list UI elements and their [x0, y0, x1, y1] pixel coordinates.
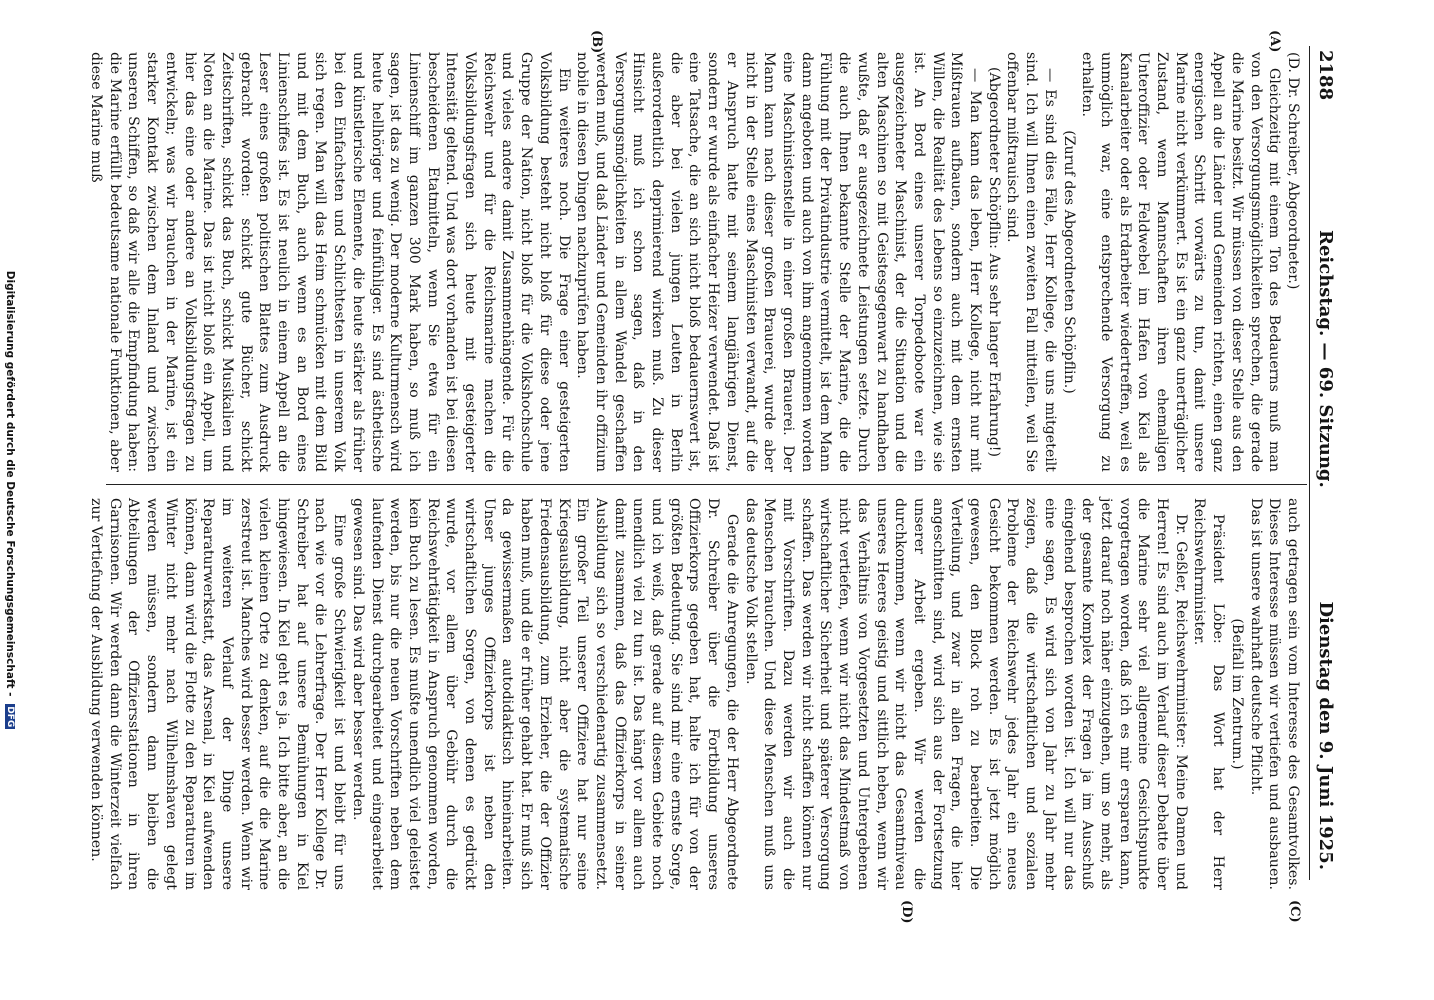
paragraph: auch getragen sein vom Interesse des Gesamtvolkes. Dieses Interesse müssen wir vertiefen und ausbauen. Das ist unsere wahrhaft deutsche Pflicht. [1247, 498, 1301, 890]
paragraph: Gleichzeitig mit einem Ton des Bedauerns muß man von den Versorgungsmöglichkeiten sprechen, die gerade die Marine besitzt. Wir müssen von dieser Stelle aus den Appell an die Länder und Gemeinden richten, einen ganz energischen Schritt vorwärts zu tun, damit unsere Marine nicht verkümmert. Es ist ein ganz unerträglicher Zustand, wenn Mannschaften ihren ehemaligen Unteroffizier oder Feldwebel im Hafen von Kiel als Kanalarbeiter oder als Erdarbeiter wiedertreffen, weil es unmöglich war, eine entsprechende Versorgung zu erhalten. [1079, 52, 1283, 472]
paragraph: Gerade die Anregungen, die der Herr Abgeordnete Dr. Schreiber über die Fortbildung unseres Offizierkorps gegeben hat, halte ich für von der größten Bedeutung. Sie sind mir eine ernste Sorge, und ich weiß, daß gerade auf diesem Gebiete noch unendlich viel zu tun ist. Das hängt vor allem auch damit zusammen, daß das Offizierkorps in seiner Ausbildung sich so verschiedenartig zusammensetzt. Ein großer Teil unserer Offiziere hat nur seine Kriegsausbildung, nicht aber die systematische Friedensausbildung, zum Erzieher, die der Offizier haben muß, und die er früher gehabt hat. Er muß sich da gewissermaßen autodidaktisch hineinarbeiten. Unser junges Offizierkorps ist neben den wirtschaftlichen Sorgen, von denen es gedrückt wurde, vor allem über Gebühr durch die Reichswehrtätigkeit in Anspruch genommen worden, kein Buch zu lesen. Es mußte unendlich viel geleistet werden, bis nur die neuen Vorschriften neben dem laufenden Dienst durchgearbeitet und eingearbeitet gewesen sind. Das wird aber besser werden. [349, 498, 740, 890]
session-title: Reichstag. — 69. Sitzung. [1315, 230, 1336, 488]
column-divider [106, 484, 1307, 485]
interjection: (Abgeordneter Schöpflin: Aus sehr langer Erfahrung!) [985, 66, 1002, 458]
left-column [88, 52, 1302, 472]
dfg-logo: DFG [5, 706, 15, 728]
paragraph: Präsident Löbe: Das Wort hat der Herr Reichswehrminister. [1191, 498, 1227, 890]
paragraph: Ein weiteres noch. Die Frage einer gesteigerten Volksbildung besteht nicht bloß für diese oder jene Gruppe der Nation, nicht bloß für die Volkshochschule und vieles andere damit Zusammenhängende. Für die Reichswehr und für die Reichsmarine machen die Volksbildungsfragen sich heute mit gesteigerter Intensität geltend. Und was dort vorhanden ist bei diesen bescheidenen Etatmitteln, wenn Sie etwa für ein Linienschiff im ganzen 300 Mark haben, so muß ich sagen, ist das zu wenig. Der moderne Kulturmensch wird heute hellhöriger und feinfühliger. Es sind ästhetische und künstlerische Elemente, die heute stärker als früher bei den Einfachsten und Schlichtesten in unserem Volk sich regen. Man will das Heim schmücken mit dem Bild und mit dem Buch, auch wenn es an Bord eines Linienschiffes ist. Es ist neulich in einem Appell an die Leser eines großen politischen Blattes zum Ausdruck gebracht worden: schickt gute Bücher, schickt Zeitschriften, schickt das Buch, schickt Musikalien und Noten an die Marine. Das ist nicht bloß ein Appell, um hier das eine oder andere an Volksbildungsfragen zu entwickeln; was wir brauchen in der Marine, ist ein starker Kontakt zwischen dem Inland und zwischen unseren Schiffen, so daß wir alle die Empfindung haben: die Marine erfüllt bedeutsame nationale Funktionen, aber diese Marine muß [88, 52, 572, 472]
right-column [88, 498, 1302, 890]
margin-marker-a: (A) [1267, 30, 1282, 53]
page-header [1310, 50, 1336, 870]
paragraph: — Man kann das leben, Herr Kollege, nicht nur mit Mißtrauen aufbauen, sondern auch mit dem ernsten Willen, die Realität des Lebens so einzuzeichnen, wie sie ist. An Bord eines unserer Torpedoboote war ein ausgezeichneter Maschinist, der die Situation und die alten Maschinen so mit Geistesgegenwart zu handhaben wußte, daß er ausgezeichnete Leistungen setzte. Durch die auch Ihnen bekannte Stelle der Marine, die die Fühlung mit der Privatindustrie vermittelt, ist dem Mann dann angeboten und auch von ihm angenommen worden eine Maschinistenstelle in einer großen Brauerei. Der Mann kann nach dieser großen Brauerei, wurde aber nicht in der Stelle eines Maschinisten verwandt, auf die er Anspruch hatte mit seinem langjährigen Dienst, sondern er wurde als einfacher Heizer verwendet. Daß ist eine Tatsache, die an sich nicht bloß bedauernswert ist, die aber bei vielen jungen Leuten in Berlin außerordentlich deprimierend wirken muß. Zu dieser Hinsicht muß ich schon sagen, daß in den Versorgungsmöglichkeiten in allem Wandel geschaffen werden muß, und daß Länder und Gemeinden ihr offizium nobile in diesen Dingen nachzuprüfen haben. [574, 52, 984, 472]
header-rule [1309, 46, 1310, 880]
interjection: (Beifall im Zentrum.) [1228, 618, 1245, 770]
digitization-footer [4, 0, 16, 1000]
paragraph: Eine große Schwierigkeit ist und bleibt für uns nach wie vor die Lehrerfrage. Der Herr Kollege Dr. Schreiber hat auf unsere Bemühungen in Kiel hingewiesen. In Kiel geht es ja. Ich bitte aber, an die vielen kleinen Orte zu denken, auf die die Marine zerstreut ist. Manches wird besser werden. Wenn wir im weiteren Verlauf der Dinge unsere Reparaturwerkstatt, das Arsenal, in Kiel aufwenden können, dann wird die Flotte zu den Reparaturen im Winter nicht mehr nach Wilhelmshaven gelegt werden müssen, sondern dann bleiben die Abteilungen der Offiziersstationen in ihren Garnisonen. Wir werden dann die Winterzeit vielfach zur Vertiefung der Ausbildung verwenden können. [88, 498, 348, 890]
paragraph: (D. Dr. Schreiber, Abgeordneter.) [1285, 52, 1301, 290]
interjection: (Zuruf des Abgeordneten Schöpflin.) [1060, 130, 1077, 394]
paragraph: — Es sind dies Fälle, Herr Kollege, die uns mitgeteilt sind. Ich will Ihnen einen zweiten Fall mitteilen, weil Sie offenbar mißtrauisch sind. [1004, 52, 1058, 472]
margin-marker-c: (C) [1287, 900, 1302, 923]
paragraph: Dr. Geßler, Reichswehrminister: Meine Damen und Herren! Es sind auch im Verlauf dieser Debatte über die Marine sehr viel allgemeine Gesichtspunkte vorgetragen worden, daß ich es mir ersparen kann, jetzt darauf noch näher einzugehen, um so mehr, als der gesamte Komplex der Fragen ja im Ausschuß eingehend besprochen worden ist. Ich will nur das eine sagen, Es wird sich von Jahr zu Jahr mehr zeigen, daß die wirtschaftlichen und sozialen Probleme der Reichswehr jedes Jahr ein neues Gesicht bekommen werden. Es ist jetzt möglich gewesen, den Block roh zu bearbeiten. Die Verteilung, und zwar in allen Fragen, die hier angeschnitten sind, wird sich aus der Fortsetzung unserer Arbeit ergeben. Wir werden die durchkommen, wenn wir nicht das Gesamtniveau unseres Heeres geistig und sittlich heben, wenn wir das Verhältnis von Vorgesetzten und Untergebenen nicht vertiefen, wenn wir nicht das Mindestmaß von wirtschaftlicher Sicherheit und späterer Versorgung schaffen. Das werden wir nicht schaffen können nur mit Vorschriften. Dazu werden wir auch die Menschen brauchen. Und diese Menschen muß uns das deutsche Volk stellen. [742, 498, 1189, 890]
footer-text: Digitalisierung gefördert durch die Deutsche Forschungsgemeinschaft - [4, 270, 16, 697]
session-date: Dienstag den 9. Juni 1925. [1315, 601, 1336, 870]
margin-marker-d: (D) [899, 900, 914, 924]
page-number: 2188 [1315, 50, 1336, 101]
margin-marker-b: (B) [589, 30, 604, 54]
